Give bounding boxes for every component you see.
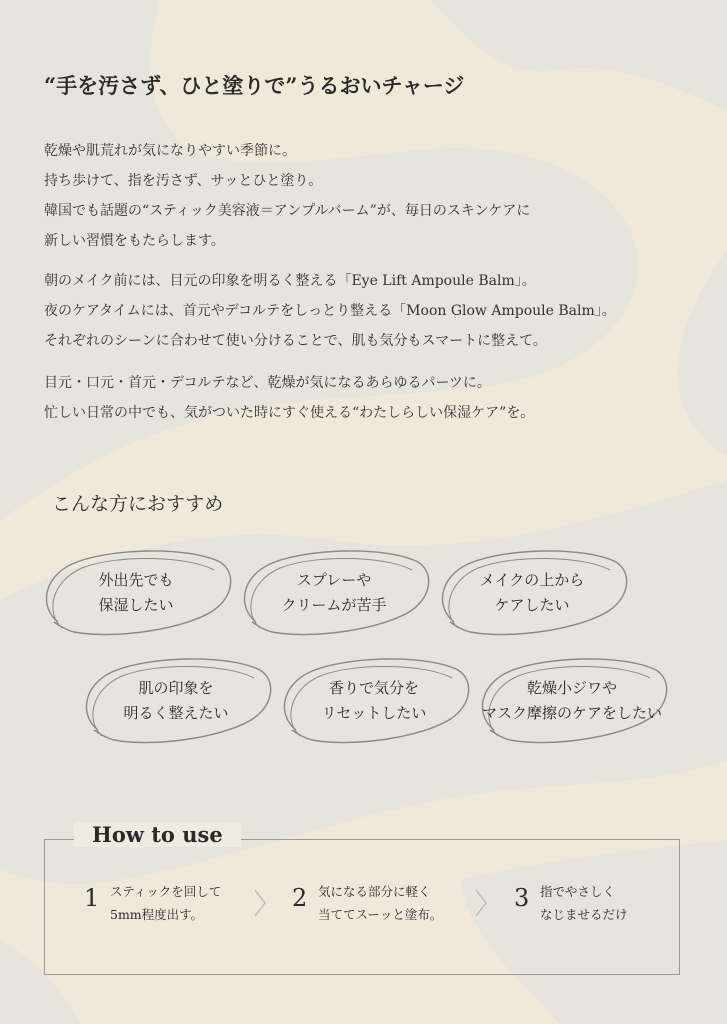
- intro-line: 新しい習慣をもたらします。: [44, 233, 225, 249]
- step-line-1: 指でやさしく: [540, 884, 616, 899]
- recommend-bubble: [78, 656, 274, 746]
- bubble-line-1: 肌の印象を: [138, 679, 214, 697]
- chevron-right-icon: [474, 888, 488, 918]
- intro-paragraph-3: [44, 368, 694, 428]
- bubble-line-2: ケアしたい: [494, 596, 570, 614]
- bubble-line-2: 明るく整えたい: [123, 704, 229, 722]
- recommend-bubble: [236, 548, 432, 638]
- page-title: “手を汚さず、ひと塗りで”うるおいチャージ: [44, 73, 465, 98]
- bubble-line-1: スプレーや: [296, 571, 372, 589]
- recommend-bubble: [474, 656, 670, 746]
- intro-line: 韓国でも話題の“スティック美容液＝アンプルバーム”が、毎日のスキンケアに: [44, 203, 531, 219]
- recommend-bubble: [434, 548, 630, 638]
- recommend-heading: こんな方におすすめ: [52, 493, 224, 515]
- bubble-line-2: マスク摩擦のケアをしたい: [481, 704, 662, 722]
- bubble-line-1: メイクの上から: [479, 571, 585, 589]
- bubble-line-1: 外出先でも: [98, 571, 174, 589]
- step-number: 2: [292, 884, 308, 912]
- bubble-line-1: 乾燥小ジワや: [526, 679, 617, 697]
- step-line-2: なじませるだけ: [540, 907, 628, 922]
- step-line-1: 気になる部分に軽く: [318, 884, 431, 899]
- intro-line: 夜のケアタイムには、首元やデコルテをしっとり整える「Moon Glow Ampoule Balm」。: [44, 303, 616, 319]
- recommend-bubble: [38, 548, 234, 638]
- intro-line: 忙しい日常の中でも、気がついた時にすぐ使える“わたしらしい保湿ケア”を。: [44, 405, 535, 421]
- chevron-right-icon: [253, 888, 267, 918]
- step-number: 1: [84, 884, 100, 912]
- intro-line: 持ち歩けて、指を汚さず、サッとひと塗り。: [44, 173, 323, 189]
- intro-line: 乾燥や肌荒れが気になりやすい季節に。: [44, 143, 296, 159]
- howto-title: How to use: [74, 822, 241, 847]
- step-number: 3: [514, 884, 530, 912]
- intro-line: それぞれのシーンに合わせて使い分けることで、肌も気分もスマートに整えて。: [44, 333, 547, 349]
- recommend-bubble: [276, 656, 472, 746]
- bubble-line-1: 香りで気分を: [328, 679, 419, 697]
- intro-line: 目元・口元・首元・デコルテなど、乾燥が気になるあらゆるパーツに。: [44, 375, 491, 391]
- intro-line: 朝のメイク前には、目元の印象を明るく整える「Eye Lift Ampoule Balm」。: [44, 273, 536, 289]
- bubble-line-2: 保湿したい: [98, 596, 174, 614]
- bubble-line-2: クリームが苦手: [281, 596, 387, 614]
- bubble-line-2: リセットしたい: [321, 704, 427, 722]
- intro-paragraph-2: [44, 266, 694, 356]
- step-line-2: 5mm程度出す。: [110, 907, 204, 922]
- intro-paragraph-1: [44, 136, 694, 256]
- step-line-1: スティックを回して: [110, 884, 222, 899]
- step-line-2: 当ててスーッと塗布。: [318, 907, 443, 922]
